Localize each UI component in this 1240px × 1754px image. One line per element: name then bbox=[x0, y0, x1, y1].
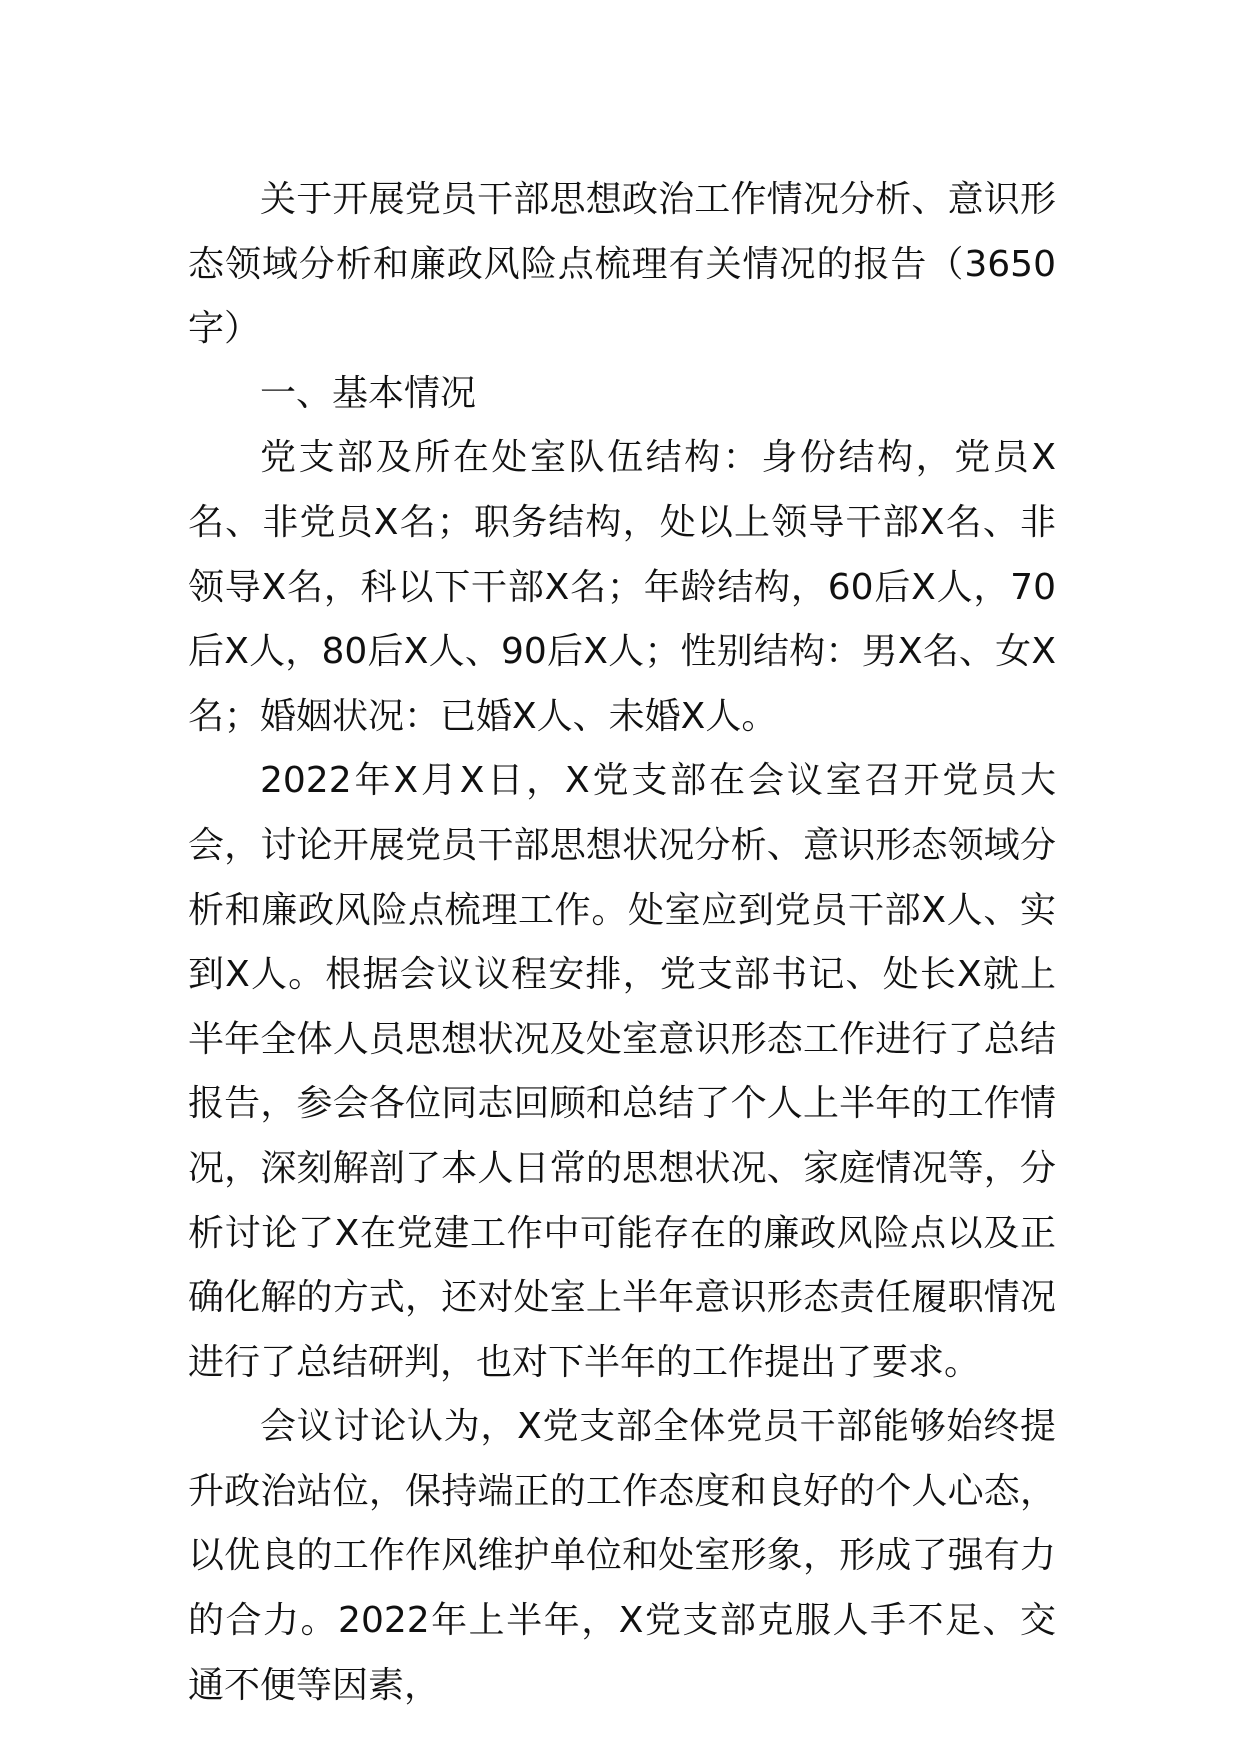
paragraph-meeting-summary: 2022年X月X日，X党支部在会议室召开党员大会，讨论开展党员干部思想状况分析、意识形态领域分析和廉政风险点梳理工作。处室应到党员干部X人、实到X人。根据会议议程安排，党支部书记、处长X就上半年全体人员思想状况及处室意识形态工作进行了总结报告，参会各位同志回顾和总结了个人上半年的工作情况，深刻解剖了本人日常的思想状况、家庭情况等，分析讨论了X在党建工作中可能存在的廉政风险点以及正确化解的方式，还对处室上半年意识形态责任履职情况进行了总结研判，也对下半年的工作提出了要求。 bbox=[188, 760, 1056, 1383]
paragraph-team-structure: 党支部及所在处室队伍结构：身份结构，党员X名、非党员X名；职务结构，处以上领导干部X名、非领导X名，科以下干部X名；年龄结构，60后X人，70后X人，80后X人、90后X人；性别结构：男X名、女X名；婚姻状况：已婚X人、未婚X人。 bbox=[188, 437, 1056, 737]
paragraph-meeting-conclusion: 会议讨论认为，X党支部全体党员干部能够始终提升政治站位，保持端正的工作态度和良好的个人心态，以优良的工作作风维护单位和处室形象，形成了强有力的合力。2022年上半年，X党支部克服人手不足、交通不便等因素， bbox=[188, 1406, 1056, 1706]
document-title: 关于开展党员干部思想政治工作情况分析、意识形态领域分析和廉政风险点梳理有关情况的报告（3650字） bbox=[188, 179, 1056, 350]
section-heading: 一、基本情况 bbox=[260, 372, 477, 414]
document-body bbox=[188, 168, 1056, 1718]
